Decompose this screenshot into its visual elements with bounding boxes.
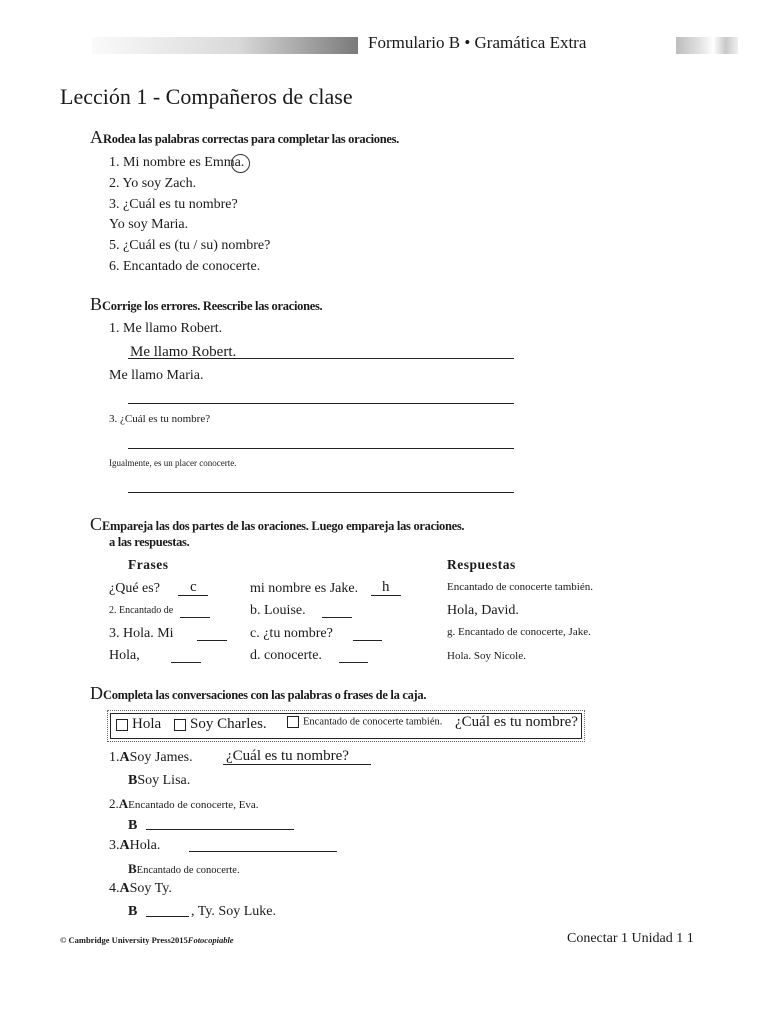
convo-2-num: 2. xyxy=(109,796,119,811)
answer-line-b1[interactable] xyxy=(128,358,514,359)
word-box-option-3-label: Encantado de conocerte también. xyxy=(303,716,443,728)
answer-line-d2[interactable] xyxy=(146,829,294,830)
match-mid-1: mi nombre es Jake. xyxy=(250,581,359,596)
match-left-answer-1: c xyxy=(190,579,197,595)
match-right-4: Hola. Soy Nicole. xyxy=(447,650,526,662)
column-header-frases: Frases xyxy=(128,557,169,572)
answer-circle-mark xyxy=(231,154,250,173)
answer-line-b2[interactable] xyxy=(128,403,514,404)
lesson-title: Lección 1 - Compañeros de clase xyxy=(60,84,353,109)
section-b-item-2: Me llamo Maria. xyxy=(109,368,204,383)
section-a-instruction: Rodea las palabras correctas para completar las oraciones. xyxy=(103,132,399,146)
section-a-item-2: 2. Yo soy Zach. xyxy=(109,176,197,191)
match-mid-4: d. conocerte. xyxy=(250,648,322,663)
convo-2-a-label: A xyxy=(118,796,129,811)
section-c-heading xyxy=(90,514,464,535)
word-box-option-1-label: Hola xyxy=(132,716,162,732)
match-mid-answer-1: h xyxy=(382,579,390,595)
footer-photocopy: Fotocopiable xyxy=(187,935,234,945)
blank-left-1[interactable] xyxy=(178,595,208,596)
answer-line-b4[interactable] xyxy=(128,492,514,493)
section-b-item-1: 1. Me llamo Robert. xyxy=(109,321,223,336)
footer-page-label: Conectar 1 Unidad 1 1 xyxy=(567,931,694,946)
convo-2-a-text: Encantado de conocerte, Eva. xyxy=(128,799,259,811)
match-right-3: g. Encantado de conocerte, Jake. xyxy=(447,626,591,638)
convo-1-num: 1. xyxy=(109,750,120,765)
convo-3-b-text: Encantado de conocerte. xyxy=(136,865,240,876)
convo-4-num: 4. xyxy=(109,881,120,896)
match-left-1: ¿Qué es? xyxy=(109,581,160,596)
convo-3-b xyxy=(128,860,240,878)
word-box-option-2 xyxy=(174,716,267,733)
section-b-heading xyxy=(90,294,322,315)
section-d-letter: D xyxy=(90,683,103,703)
section-a-item-1: 1. Mi nombre es Emma. xyxy=(109,155,245,170)
footer-copyright-text: © Cambridge University Press2015 xyxy=(60,935,188,945)
answer-line-d1[interactable] xyxy=(223,764,371,765)
blank-mid-1[interactable] xyxy=(371,595,401,596)
convo-1-a-label: A xyxy=(119,750,130,765)
convo-4-a xyxy=(109,881,172,897)
section-a-letter: A xyxy=(90,127,103,147)
blank-mid-3[interactable] xyxy=(353,640,382,641)
section-c-instruction-1: Empareja las dos partes de las oraciones. Luego empareja las oraciones. xyxy=(102,519,465,533)
convo-4-b-label: B xyxy=(128,904,138,919)
convo-1-a-text: Soy James. xyxy=(129,750,193,765)
section-d-heading xyxy=(90,683,426,704)
match-right-1: Encantado de conocerte también. xyxy=(447,581,593,593)
convo-2-a xyxy=(109,796,259,812)
convo-3-b-label: B xyxy=(128,861,137,876)
answer-line-d4[interactable] xyxy=(146,916,189,917)
blank-left-2[interactable] xyxy=(180,617,210,618)
match-left-3: 3. Hola. Mi xyxy=(109,626,174,641)
section-a-item-6: 6. Encantado de conocerte. xyxy=(109,259,261,274)
column-header-respuestas: Respuestas xyxy=(447,557,516,572)
header-gradient-bar xyxy=(92,37,358,54)
convo-2-b-label: B xyxy=(128,818,138,833)
section-b-letter: B xyxy=(90,294,103,314)
footer-copyright xyxy=(60,935,234,945)
section-c-instruction-2: a las respuestas. xyxy=(109,535,190,549)
checkbox-icon xyxy=(116,719,128,731)
word-box-option-4-label: ¿Cuál es tu nombre? xyxy=(455,714,578,730)
convo-1-a xyxy=(109,750,193,766)
section-a-item-3: 3. ¿Cuál es tu nombre? xyxy=(109,197,238,212)
convo-1-b-text: Soy Lisa. xyxy=(137,773,191,788)
match-mid-2: b. Louise. xyxy=(250,603,306,618)
convo-1-b-label: B xyxy=(128,773,138,788)
section-b-instruction: Corrige los errores. Reescribe las oraciones. xyxy=(102,299,323,313)
blank-mid-4[interactable] xyxy=(339,662,368,663)
word-box-option-1 xyxy=(116,716,161,733)
convo-3-a xyxy=(109,838,160,854)
convo-4-a-label: A xyxy=(119,881,130,896)
convo-4-a-text: Soy Ty. xyxy=(129,881,172,896)
checkbox-icon xyxy=(287,716,299,728)
header-title: Formulario B • Gramática Extra xyxy=(368,33,587,52)
word-box-option-4 xyxy=(455,714,578,731)
checkbox-icon xyxy=(174,719,186,731)
section-c-letter: C xyxy=(90,514,103,534)
convo-4-b-text: , Ty. Soy Luke. xyxy=(191,904,276,919)
section-b-item-3: 3. ¿Cuál es tu nombre? xyxy=(109,413,211,425)
section-a-item-4: Yo soy Maria. xyxy=(109,217,189,232)
answer-line-b3[interactable] xyxy=(128,448,514,449)
blank-left-4[interactable] xyxy=(171,662,201,663)
match-right-2: Hola, David. xyxy=(447,603,519,618)
blank-mid-2[interactable] xyxy=(322,617,352,618)
section-a-heading xyxy=(90,127,399,148)
word-box-option-3 xyxy=(287,716,442,728)
blank-left-3[interactable] xyxy=(197,640,227,641)
convo-1-answer: ¿Cuál es tu nombre? xyxy=(226,748,349,764)
convo-3-a-text: Hola. xyxy=(129,838,161,853)
match-left-2: 2. Encantado de xyxy=(109,605,174,616)
convo-3-a-label: A xyxy=(119,838,130,853)
section-b-answer-1: Me llamo Robert. xyxy=(130,344,237,360)
word-box-option-2-label: Soy Charles. xyxy=(190,716,267,732)
match-left-4: Hola, xyxy=(109,648,140,663)
header-gradient-bar-right xyxy=(676,37,738,54)
match-mid-3: c. ¿tu nombre? xyxy=(250,626,333,641)
convo-3-num: 3. xyxy=(109,838,120,853)
convo-1-b xyxy=(128,773,190,789)
section-b-item-4: Igualmente, es un placer conocerte. xyxy=(109,458,237,468)
section-d-instruction: Completa las conversaciones con las palabras o frases de la caja. xyxy=(103,688,427,702)
section-a-item-5: 5. ¿Cuál es (tu / su) nombre? xyxy=(109,238,271,253)
answer-line-d3[interactable] xyxy=(189,851,337,852)
